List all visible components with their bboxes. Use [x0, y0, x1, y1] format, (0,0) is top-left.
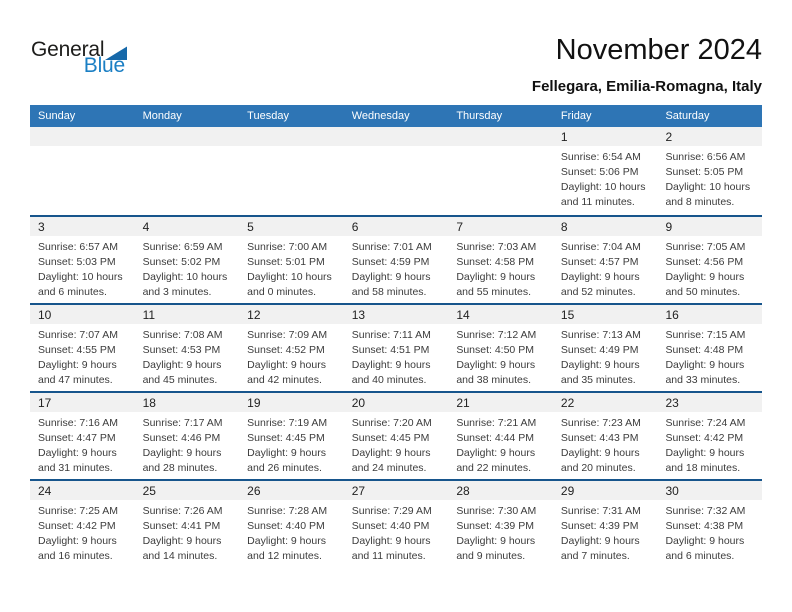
day-info-line: Daylight: 9 hours	[142, 447, 222, 459]
day-info	[135, 324, 240, 388]
day-info-line: and 6 minutes.	[665, 550, 735, 562]
weekday-header-row	[30, 105, 762, 127]
day-info-line: and 31 minutes.	[38, 462, 113, 474]
day-info-line: Sunrise: 7:32 AM	[665, 505, 746, 517]
day-info-line: Sunset: 4:42 PM	[38, 520, 116, 532]
day-info-line: Sunset: 4:59 PM	[351, 256, 430, 268]
page-title: November 2024	[555, 34, 762, 66]
day-info-line: Sunset: 4:39 PM	[456, 520, 534, 532]
day-info	[448, 324, 553, 388]
day-info	[657, 500, 762, 564]
day-info-line: Sunrise: 7:30 AM	[456, 505, 537, 517]
day-cell	[344, 481, 449, 567]
day-info-line: Sunrise: 7:00 AM	[247, 241, 328, 253]
day-info-line: Daylight: 9 hours	[351, 271, 431, 283]
day-info-line: Daylight: 9 hours	[456, 359, 536, 371]
day-cell	[657, 217, 762, 303]
day-info-line: Daylight: 9 hours	[38, 447, 117, 459]
day-info-line: Daylight: 9 hours	[665, 359, 745, 371]
day-info-line: Sunset: 4:40 PM	[351, 520, 430, 532]
day-info	[239, 412, 344, 476]
week-row	[30, 127, 762, 215]
day-info-line: Sunset: 4:52 PM	[247, 344, 325, 356]
day-info-line: and 0 minutes.	[247, 286, 317, 298]
day-number: 12	[239, 305, 344, 324]
day-number	[30, 127, 135, 146]
day-info	[30, 146, 135, 150]
day-cell	[553, 127, 658, 215]
day-info-line: Daylight: 9 hours	[456, 447, 536, 459]
day-info-line: and 11 minutes.	[560, 196, 635, 208]
day-number: 28	[448, 481, 553, 500]
day-number: 21	[448, 393, 553, 412]
day-number: 7	[448, 217, 553, 236]
day-info-line: Daylight: 9 hours	[247, 447, 326, 459]
day-info-line: Sunset: 4:44 PM	[456, 432, 534, 444]
day-info-line: and 52 minutes.	[560, 286, 636, 298]
day-cell	[448, 305, 553, 391]
day-info-line: Sunrise: 7:17 AM	[142, 417, 223, 429]
day-info-line: Sunset: 4:50 PM	[456, 344, 534, 356]
day-cell	[448, 481, 553, 567]
empty-cell	[448, 127, 553, 215]
weekday-header-sunday: Sunday	[38, 110, 76, 122]
day-info	[553, 146, 658, 210]
day-info-line: Sunrise: 7:26 AM	[142, 505, 223, 517]
day-number: 14	[448, 305, 553, 324]
day-info-line: Sunset: 4:40 PM	[247, 520, 325, 532]
day-info-line: Sunrise: 7:05 AM	[665, 241, 746, 253]
day-cell	[344, 305, 449, 391]
day-info-line: Sunset: 4:58 PM	[456, 256, 534, 268]
day-cell	[239, 393, 344, 479]
day-info-line: and 40 minutes.	[351, 374, 427, 386]
day-info-line: Sunset: 4:49 PM	[560, 344, 639, 356]
day-info-line: Daylight: 9 hours	[560, 359, 640, 371]
day-number: 6	[344, 217, 449, 236]
day-info-line: and 24 minutes.	[351, 462, 427, 474]
day-info	[344, 236, 449, 300]
day-info-line: Sunrise: 7:09 AM	[247, 329, 328, 341]
week-row	[30, 479, 762, 567]
day-cell	[30, 217, 135, 303]
day-info-line: Daylight: 9 hours	[351, 359, 431, 371]
day-info-line: and 45 minutes.	[142, 374, 218, 386]
day-cell	[135, 305, 240, 391]
day-info-line: Sunrise: 7:19 AM	[247, 417, 328, 429]
day-info-line: Daylight: 10 hours	[560, 181, 646, 193]
day-cell	[448, 217, 553, 303]
day-info-line: and 38 minutes.	[456, 374, 532, 386]
title-block	[532, 36, 762, 95]
day-info	[448, 146, 553, 150]
day-info-line: Sunrise: 6:59 AM	[142, 241, 223, 253]
day-info-line: Daylight: 9 hours	[560, 447, 640, 459]
day-info-line: Daylight: 9 hours	[351, 535, 431, 547]
day-info-line: and 28 minutes.	[142, 462, 218, 474]
week-row	[30, 303, 762, 391]
day-cell	[30, 481, 135, 567]
day-info-line: Sunset: 4:53 PM	[142, 344, 221, 356]
day-number: 24	[30, 481, 135, 500]
day-info-line: and 6 minutes.	[38, 286, 107, 298]
calendar	[30, 105, 762, 567]
day-info-line: Sunset: 5:03 PM	[38, 256, 116, 268]
day-info-line: Sunrise: 7:24 AM	[665, 417, 746, 429]
day-info-line: Sunrise: 6:56 AM	[665, 151, 746, 163]
day-number: 29	[553, 481, 658, 500]
general-blue-logo	[31, 38, 127, 78]
day-info-line: Daylight: 9 hours	[665, 535, 745, 547]
day-number	[448, 127, 553, 146]
day-info-line: Sunset: 5:01 PM	[247, 256, 325, 268]
day-info-line: Sunset: 4:56 PM	[665, 256, 744, 268]
day-info	[239, 146, 344, 150]
day-info-line: Daylight: 9 hours	[247, 359, 326, 371]
day-info-line: Sunset: 4:42 PM	[665, 432, 744, 444]
day-cell	[553, 305, 658, 391]
day-info-line: Daylight: 9 hours	[38, 359, 117, 371]
day-number: 3	[30, 217, 135, 236]
day-info-line: Sunrise: 7:25 AM	[38, 505, 118, 517]
empty-cell	[135, 127, 240, 215]
weekday-header-tuesday: Tuesday	[247, 110, 289, 122]
day-number: 22	[553, 393, 658, 412]
day-info-line: Sunrise: 7:15 AM	[665, 329, 746, 341]
day-cell	[239, 217, 344, 303]
day-cell	[657, 393, 762, 479]
day-info-line: Daylight: 9 hours	[665, 447, 745, 459]
day-info-line: Sunrise: 7:12 AM	[456, 329, 537, 341]
empty-cell	[30, 127, 135, 215]
day-info-line: and 16 minutes.	[38, 550, 113, 562]
day-cell	[239, 305, 344, 391]
day-info-line: Sunset: 4:45 PM	[351, 432, 430, 444]
day-info-line: Daylight: 9 hours	[142, 359, 222, 371]
day-number: 8	[553, 217, 658, 236]
day-number: 5	[239, 217, 344, 236]
day-number: 20	[344, 393, 449, 412]
day-info-line: and 11 minutes.	[351, 550, 426, 562]
day-number: 27	[344, 481, 449, 500]
day-cell	[657, 127, 762, 215]
day-info-line: and 12 minutes.	[247, 550, 322, 562]
day-info-line: Daylight: 9 hours	[247, 535, 326, 547]
day-number: 13	[344, 305, 449, 324]
day-info-line: and 8 minutes.	[665, 196, 735, 208]
day-info-line: Sunrise: 7:23 AM	[560, 417, 641, 429]
empty-cell	[239, 127, 344, 215]
day-info	[135, 412, 240, 476]
day-info-line: and 55 minutes.	[456, 286, 532, 298]
day-cell	[553, 217, 658, 303]
day-info	[448, 412, 553, 476]
day-info	[657, 146, 762, 210]
day-info-line: Sunrise: 7:16 AM	[38, 417, 118, 429]
day-number: 4	[135, 217, 240, 236]
day-info-line: Daylight: 9 hours	[665, 271, 745, 283]
day-number: 15	[553, 305, 658, 324]
day-cell	[657, 481, 762, 567]
day-info-line: Sunrise: 7:31 AM	[560, 505, 641, 517]
day-info	[553, 236, 658, 300]
day-cell	[135, 393, 240, 479]
day-info	[344, 500, 449, 564]
day-info	[657, 412, 762, 476]
day-info-line: Sunset: 5:02 PM	[142, 256, 221, 268]
day-info-line: Sunset: 4:55 PM	[38, 344, 116, 356]
day-info	[344, 412, 449, 476]
day-info-line: and 3 minutes.	[142, 286, 212, 298]
day-cell	[135, 217, 240, 303]
day-number: 2	[657, 127, 762, 146]
day-cell	[553, 481, 658, 567]
day-number: 26	[239, 481, 344, 500]
day-info-line: Sunrise: 6:54 AM	[560, 151, 641, 163]
day-info-line: Sunrise: 7:13 AM	[560, 329, 641, 341]
day-info	[553, 412, 658, 476]
day-info-line: Sunset: 4:39 PM	[560, 520, 639, 532]
day-info-line: Sunrise: 7:04 AM	[560, 241, 641, 253]
day-info-line: Sunset: 5:06 PM	[560, 166, 639, 178]
day-info-line: Sunset: 4:51 PM	[351, 344, 430, 356]
day-info-line: Sunrise: 7:08 AM	[142, 329, 223, 341]
day-number: 30	[657, 481, 762, 500]
day-info	[30, 236, 135, 300]
day-info-line: and 35 minutes.	[560, 374, 636, 386]
day-info	[135, 236, 240, 300]
day-info-line: Sunset: 4:38 PM	[665, 520, 744, 532]
day-info-line: Sunset: 4:45 PM	[247, 432, 325, 444]
day-number: 19	[239, 393, 344, 412]
day-number: 9	[657, 217, 762, 236]
day-info-line: Sunrise: 7:21 AM	[456, 417, 537, 429]
day-cell	[135, 481, 240, 567]
day-info	[239, 324, 344, 388]
day-info-line: Daylight: 10 hours	[142, 271, 228, 283]
day-info-line: Sunrise: 7:29 AM	[351, 505, 432, 517]
day-info-line: Daylight: 9 hours	[38, 535, 117, 547]
day-info	[30, 412, 135, 476]
day-cell	[344, 393, 449, 479]
day-info	[344, 324, 449, 388]
day-info-line: Daylight: 9 hours	[560, 271, 640, 283]
day-number	[344, 127, 449, 146]
day-info-line: Daylight: 9 hours	[560, 535, 640, 547]
day-info-line: Daylight: 9 hours	[456, 271, 536, 283]
day-cell	[553, 393, 658, 479]
day-number	[135, 127, 240, 146]
day-cell	[239, 481, 344, 567]
day-info	[135, 500, 240, 564]
day-info-line: Sunrise: 7:03 AM	[456, 241, 537, 253]
calendar-body	[30, 127, 762, 567]
day-info-line: Sunset: 4:48 PM	[665, 344, 744, 356]
day-info-line: Daylight: 9 hours	[456, 535, 536, 547]
day-info-line: Daylight: 10 hours	[38, 271, 123, 283]
weekday-header-thursday: Thursday	[456, 110, 503, 122]
weekday-header-friday: Friday	[560, 110, 592, 122]
day-info-line: and 26 minutes.	[247, 462, 322, 474]
day-info-line: and 20 minutes.	[560, 462, 636, 474]
location-subtitle: Fellegara, Emilia-Romagna, Italy	[531, 78, 762, 95]
day-info-line: and 47 minutes.	[38, 374, 113, 386]
day-info-line: and 14 minutes.	[142, 550, 218, 562]
day-info	[344, 146, 449, 150]
day-info-line: Sunrise: 7:07 AM	[38, 329, 118, 341]
day-info	[239, 500, 344, 564]
day-info-line: and 18 minutes.	[665, 462, 741, 474]
day-info-line: Daylight: 10 hours	[247, 271, 332, 283]
day-info-line: and 22 minutes.	[456, 462, 532, 474]
day-info-line: and 9 minutes.	[456, 550, 526, 562]
week-row	[30, 391, 762, 479]
logo-text-blue: Blue	[83, 54, 125, 77]
day-info-line: and 42 minutes.	[247, 374, 322, 386]
day-info-line: Sunrise: 6:57 AM	[38, 241, 118, 253]
day-info	[553, 500, 658, 564]
day-info	[448, 500, 553, 564]
day-info-line: Sunset: 4:43 PM	[560, 432, 639, 444]
day-number: 10	[30, 305, 135, 324]
day-info-line: Sunrise: 7:01 AM	[351, 241, 432, 253]
day-cell	[344, 217, 449, 303]
day-info-line: Sunrise: 7:20 AM	[351, 417, 432, 429]
day-number: 16	[657, 305, 762, 324]
day-info	[239, 236, 344, 300]
weekday-header-wednesday: Wednesday	[351, 110, 410, 122]
day-info-line: Sunset: 5:05 PM	[665, 166, 744, 178]
day-number: 23	[657, 393, 762, 412]
day-number: 25	[135, 481, 240, 500]
day-info	[553, 324, 658, 388]
day-info	[30, 324, 135, 388]
day-cell	[657, 305, 762, 391]
day-number: 11	[135, 305, 240, 324]
day-info	[135, 146, 240, 150]
day-info-line: Daylight: 9 hours	[351, 447, 431, 459]
day-info	[657, 324, 762, 388]
weekday-header-monday: Monday	[142, 110, 182, 122]
weekday-header-saturday: Saturday	[665, 110, 710, 122]
day-info-line: Sunset: 4:47 PM	[38, 432, 116, 444]
day-info	[30, 500, 135, 564]
logo-text-general: General	[31, 38, 105, 61]
day-info-line: and 50 minutes.	[665, 286, 741, 298]
day-cell	[30, 393, 135, 479]
day-info-line: Daylight: 10 hours	[665, 181, 751, 193]
day-info	[448, 236, 553, 300]
day-info-line: Sunset: 4:57 PM	[560, 256, 639, 268]
day-info-line: and 7 minutes.	[560, 550, 630, 562]
day-info-line: Sunset: 4:46 PM	[142, 432, 221, 444]
day-info-line: Daylight: 9 hours	[142, 535, 222, 547]
day-info-line: Sunrise: 7:11 AM	[351, 329, 431, 341]
day-info	[657, 236, 762, 300]
day-number: 1	[553, 127, 658, 146]
day-number: 18	[135, 393, 240, 412]
day-number	[239, 127, 344, 146]
day-cell	[448, 393, 553, 479]
day-info-line: and 58 minutes.	[351, 286, 427, 298]
day-info-line: and 33 minutes.	[665, 374, 741, 386]
day-info-line: Sunrise: 7:28 AM	[247, 505, 328, 517]
empty-cell	[344, 127, 449, 215]
day-cell	[30, 305, 135, 391]
day-number: 17	[30, 393, 135, 412]
week-row	[30, 215, 762, 303]
day-info-line: Sunset: 4:41 PM	[142, 520, 221, 532]
